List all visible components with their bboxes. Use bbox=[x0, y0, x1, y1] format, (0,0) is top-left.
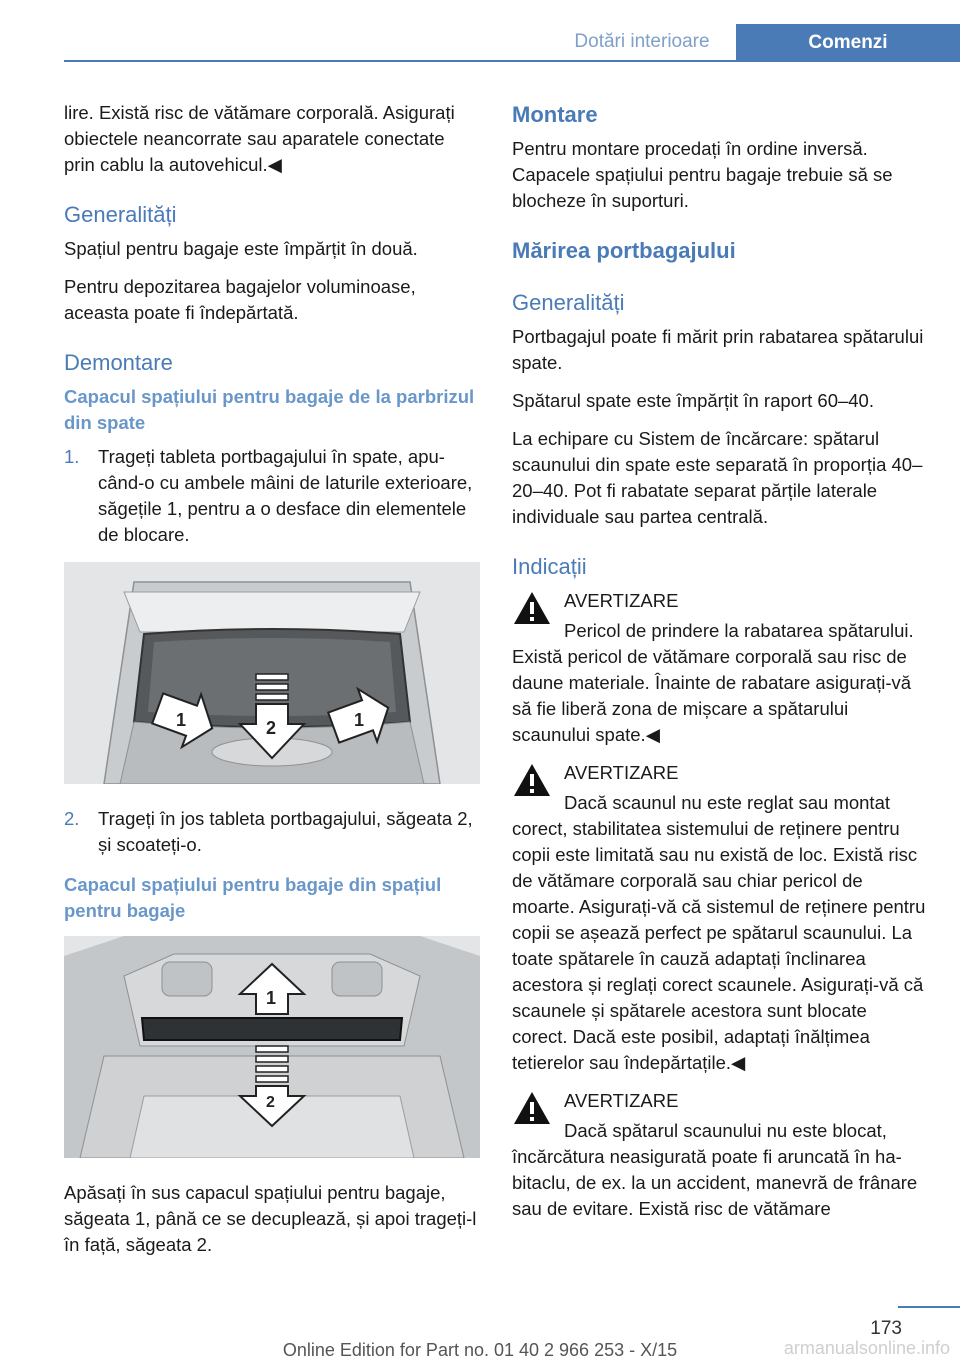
heading-remove: Demontare bbox=[64, 350, 173, 375]
step-1 bbox=[64, 444, 480, 548]
svg-text:1: 1 bbox=[354, 710, 365, 730]
warning-icon bbox=[512, 762, 552, 798]
warning-title: AVERTIZARE bbox=[564, 590, 679, 611]
header-rule bbox=[64, 60, 960, 62]
heading-mount: Montare bbox=[512, 102, 598, 127]
subheading-cover-cargo: Capacul spațiului pentru bagaje din spațiul pentru bagaje bbox=[64, 874, 442, 921]
step-number: 2. bbox=[64, 808, 80, 829]
step-2 bbox=[64, 806, 480, 858]
figure-rear-shelf bbox=[64, 562, 480, 784]
warning-icon bbox=[512, 590, 552, 626]
paragraph: Portbagajul poate fi mărit prin rabatarea spătarului spate. bbox=[512, 326, 924, 373]
warning-text: Pericol de prindere la rabatarea spătarului. Există pericol de vătămare corporală sau risc de daune materiale. Înainte de rabatare asigurați-vă să fie liberă zona de mișcare a spătarului scaunului spate.◀ bbox=[512, 620, 914, 745]
heading-general: Generalități bbox=[512, 290, 625, 315]
step-text: Trageți tableta portbagajului în spate, apucând-o cu ambele mâini de laturile exterioare, săgețile 1, pentru a o desface din elementele de blocare. bbox=[98, 446, 473, 545]
heading-enlarge: Mărirea portbagajului bbox=[512, 238, 736, 263]
page-number: 173 bbox=[870, 1318, 902, 1339]
svg-text:1: 1 bbox=[266, 988, 277, 1008]
section-tab: Dotări interioare bbox=[574, 31, 710, 52]
warning-text: Dacă spătarul scaunului nu este blocat, încărcătura neasigurată poate fi aruncată în habitaclu, de ex. la un accident, manevră de frânare sau de evitare. Există risc de vătămare bbox=[512, 1120, 918, 1219]
figure-cargo-cover bbox=[64, 936, 480, 1158]
heading-notes: Indicații bbox=[512, 554, 587, 579]
subheading-cover-rear: Capacul spațiului pentru bagaje de la parbrizul din spate bbox=[64, 386, 475, 433]
step-text: Trageți în jos tableta portbagajului, săgeata 2, și scoateți-o. bbox=[98, 808, 473, 855]
footer-rule bbox=[898, 1306, 960, 1308]
cargo-cover-illustration bbox=[64, 936, 480, 1158]
right-column bbox=[512, 100, 926, 1234]
paragraph: La echipare cu Sistem de încărcare: spătarul scaunului din spate este separată în proporția 40–20–40. Pot fi rabatate separat părțile laterale individuale sau partea centrală. bbox=[512, 428, 923, 527]
left-column bbox=[64, 100, 480, 1270]
warning-icon bbox=[512, 1090, 552, 1126]
paragraph: Pentru montare procedați în ordine inversă. Capacele spațiului pentru bagaje trebuie să se blocheze în suporturi. bbox=[512, 138, 893, 211]
watermark: armanualsonline.info bbox=[783, 1338, 950, 1358]
paragraph: Apăsați în sus capacul spațiului pentru bagaje, săgeata 1, până ce se decuplează, și apoi trageți-l în față, săgeata 2. bbox=[64, 1182, 477, 1255]
warning-3 bbox=[512, 1088, 926, 1222]
svg-text:2: 2 bbox=[266, 1094, 275, 1111]
svg-text:1: 1 bbox=[176, 710, 187, 730]
warning-text: Dacă scaunul nu este reglat sau montat corect, stabilitatea sistemului de reținere pentru copii este limitată sau nu există de loc. Există risc de vătămare corporală sau chiar pericol de moarte. Asigurați-vă că sistemul de reținere pentru copii se așează perfect pe spătarul scaunului. La toate spătarele în cauză adaptați înclinarea acestora și reglați corect scaunele. Asigurați-vă că scaunele și spătarele acestora sunt blocate corect. Dacă este posibil, adaptați înălțimea tetierelor sau îndepărtațile.◀ bbox=[512, 792, 926, 1073]
intro-text: lire. Există risc de vătămare corporală. Asigurați obiectele neancorrate sau aparatele conectate prin cablu la autovehicul.◀ bbox=[64, 102, 455, 175]
warning-2 bbox=[512, 760, 926, 1076]
chapter-tab: Comenzi bbox=[736, 24, 960, 62]
rear-shelf-illustration bbox=[64, 562, 480, 784]
edition-line: Online Edition for Part no. 01 40 2 966 253 - X/15 bbox=[282, 1340, 678, 1360]
paragraph: Spațiul pentru bagaje este împărțit în două. bbox=[64, 238, 418, 259]
step-number: 1. bbox=[64, 446, 80, 467]
warning-title: AVERTIZARE bbox=[564, 762, 679, 783]
warning-1 bbox=[512, 588, 926, 748]
page-header bbox=[0, 0, 960, 62]
svg-text:2: 2 bbox=[266, 718, 277, 738]
paragraph: Spătarul spate este împărțit în raport 60–40. bbox=[512, 390, 874, 411]
heading-general: Generalități bbox=[64, 202, 177, 227]
paragraph: Pentru depozitarea bagajelor voluminoase, aceasta poate fi îndepărtată. bbox=[64, 276, 416, 323]
warning-title: AVERTIZARE bbox=[564, 1090, 679, 1111]
